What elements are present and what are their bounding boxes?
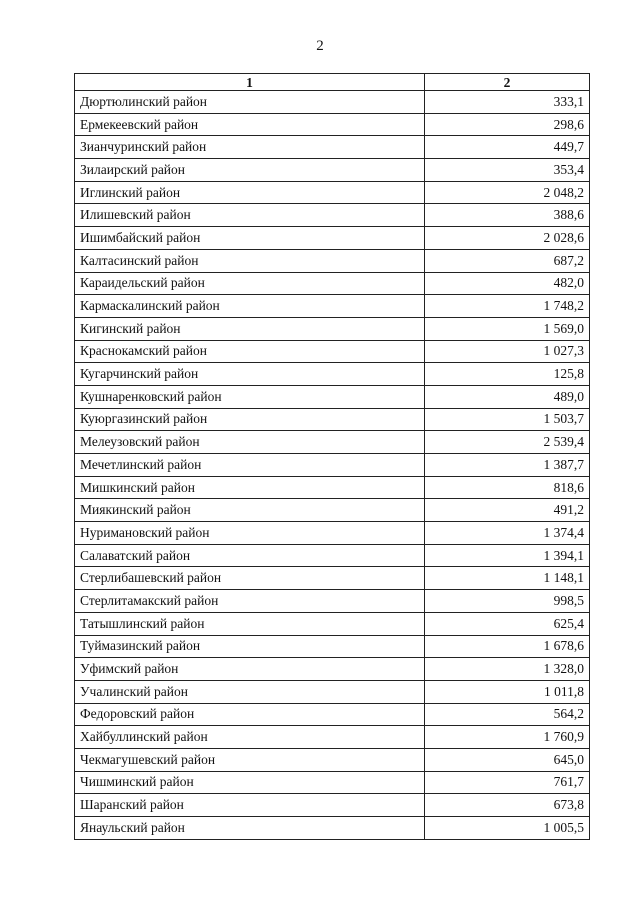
district-name-cell: Ишимбайский район	[75, 227, 425, 250]
value-cell: 998,5	[425, 590, 590, 613]
table-row	[75, 476, 590, 499]
district-name-cell: Мелеузовский район	[75, 431, 425, 454]
district-name-cell: Кигинский район	[75, 317, 425, 340]
district-name-cell: Караидельский район	[75, 272, 425, 295]
table-row	[75, 136, 590, 159]
column-header-1: 1	[75, 74, 425, 91]
table-row	[75, 181, 590, 204]
value-cell: 1 374,4	[425, 522, 590, 545]
value-cell: 1 569,0	[425, 317, 590, 340]
district-name-cell: Ермекеевский район	[75, 113, 425, 136]
district-name-cell: Зианчуринский район	[75, 136, 425, 159]
table-row	[75, 748, 590, 771]
table-row	[75, 680, 590, 703]
data-table	[74, 73, 590, 840]
district-name-cell: Краснокамский район	[75, 340, 425, 363]
table-row	[75, 590, 590, 613]
table-row	[75, 544, 590, 567]
table-row	[75, 295, 590, 318]
table-row	[75, 227, 590, 250]
district-name-cell: Янаульский район	[75, 817, 425, 840]
district-name-cell: Кугарчинский район	[75, 363, 425, 386]
district-name-cell: Мишкинский район	[75, 476, 425, 499]
value-cell: 2 539,4	[425, 431, 590, 454]
district-name-cell: Стерлитамакский район	[75, 590, 425, 613]
value-cell: 1 027,3	[425, 340, 590, 363]
district-name-cell: Чишминский район	[75, 771, 425, 794]
district-name-cell: Нуримановский район	[75, 522, 425, 545]
district-name-cell: Мечетлинский район	[75, 454, 425, 477]
table-row	[75, 726, 590, 749]
table-row	[75, 454, 590, 477]
table-row	[75, 272, 590, 295]
table-row	[75, 499, 590, 522]
table-row	[75, 431, 590, 454]
district-name-cell: Уфимский район	[75, 658, 425, 681]
value-cell: 625,4	[425, 612, 590, 635]
table-row	[75, 385, 590, 408]
table-row	[75, 204, 590, 227]
district-name-cell: Чекмагушевский район	[75, 748, 425, 771]
value-cell: 687,2	[425, 249, 590, 272]
district-name-cell: Зилаирский район	[75, 159, 425, 182]
value-cell: 2 048,2	[425, 181, 590, 204]
value-cell: 761,7	[425, 771, 590, 794]
table-row	[75, 794, 590, 817]
table-row	[75, 340, 590, 363]
district-name-cell: Татышлинский район	[75, 612, 425, 635]
district-name-cell: Шаранский район	[75, 794, 425, 817]
district-name-cell: Салаватский район	[75, 544, 425, 567]
table-header-row	[75, 74, 590, 91]
value-cell: 1 328,0	[425, 658, 590, 681]
district-name-cell: Учалинский район	[75, 680, 425, 703]
value-cell: 818,6	[425, 476, 590, 499]
district-name-cell: Илишевский район	[75, 204, 425, 227]
table-row	[75, 113, 590, 136]
table-row	[75, 771, 590, 794]
table-row	[75, 317, 590, 340]
value-cell: 1 503,7	[425, 408, 590, 431]
district-name-cell: Калтасинский район	[75, 249, 425, 272]
value-cell: 1 011,8	[425, 680, 590, 703]
value-cell: 333,1	[425, 91, 590, 114]
value-cell: 645,0	[425, 748, 590, 771]
table-row	[75, 658, 590, 681]
table-row	[75, 567, 590, 590]
district-name-cell: Кушнаренковский район	[75, 385, 425, 408]
value-cell: 2 028,6	[425, 227, 590, 250]
district-name-cell: Хайбуллинский район	[75, 726, 425, 749]
page-number: 2	[316, 38, 324, 54]
district-name-cell: Кармаскалинский район	[75, 295, 425, 318]
table-row	[75, 612, 590, 635]
value-cell: 1 394,1	[425, 544, 590, 567]
table-row	[75, 363, 590, 386]
table-row	[75, 522, 590, 545]
value-cell: 1 748,2	[425, 295, 590, 318]
table-row	[75, 817, 590, 840]
value-cell: 489,0	[425, 385, 590, 408]
value-cell: 482,0	[425, 272, 590, 295]
table-row	[75, 91, 590, 114]
district-name-cell: Иглинский район	[75, 181, 425, 204]
district-name-cell: Федоровский район	[75, 703, 425, 726]
value-cell: 125,8	[425, 363, 590, 386]
value-cell: 1 760,9	[425, 726, 590, 749]
value-cell: 298,6	[425, 113, 590, 136]
value-cell: 449,7	[425, 136, 590, 159]
value-cell: 1 005,5	[425, 817, 590, 840]
value-cell: 1 678,6	[425, 635, 590, 658]
table-row	[75, 159, 590, 182]
district-name-cell: Куюргазинский район	[75, 408, 425, 431]
table-row	[75, 408, 590, 431]
value-cell: 564,2	[425, 703, 590, 726]
value-cell: 1 387,7	[425, 454, 590, 477]
table-row	[75, 703, 590, 726]
value-cell: 388,6	[425, 204, 590, 227]
district-name-cell: Дюртюлинский район	[75, 91, 425, 114]
district-name-cell: Стерлибашевский район	[75, 567, 425, 590]
value-cell: 673,8	[425, 794, 590, 817]
table-row	[75, 249, 590, 272]
table-body	[75, 91, 590, 840]
value-cell: 353,4	[425, 159, 590, 182]
table-row	[75, 635, 590, 658]
value-cell: 491,2	[425, 499, 590, 522]
district-name-cell: Туймазинский район	[75, 635, 425, 658]
value-cell: 1 148,1	[425, 567, 590, 590]
district-name-cell: Миякинский район	[75, 499, 425, 522]
column-header-2: 2	[425, 74, 590, 91]
